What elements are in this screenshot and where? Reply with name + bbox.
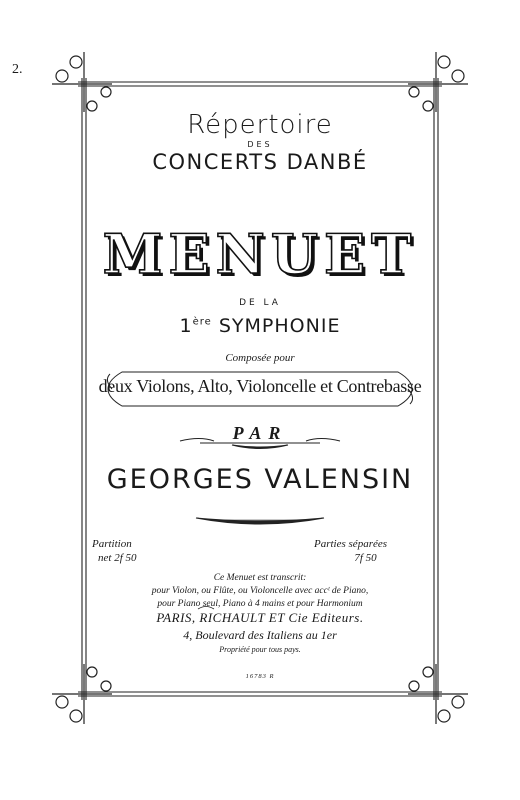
- rights-notice: Propriété pour tous pays.: [219, 645, 301, 654]
- parts-label: Parties séparées: [314, 538, 388, 550]
- par-label: PAR: [232, 423, 288, 443]
- symphony-word: SYMPHONIE: [218, 315, 341, 337]
- composer-divider: [196, 518, 324, 524]
- series-name: CONCERTS DANBÉ: [152, 150, 368, 174]
- instrumentation: deux Violons, Alto, Violoncelle et Contrebasse: [98, 376, 422, 396]
- transcriptions-line-3: pour Piano seul, Piano à 4 mains et pour Harmonium: [157, 599, 363, 609]
- composer-name: GEORGES VALENSIN: [106, 464, 414, 495]
- transcriptions-line-1: Ce Menuet est transcrit:: [213, 573, 307, 583]
- partition-price: net 2f 50: [98, 552, 137, 564]
- plate-number: 16783 R: [245, 673, 275, 680]
- parts-price-block: [314, 537, 387, 565]
- publisher-address: 4, Boulevard des Italiens au 1er: [183, 628, 337, 642]
- symphony-ordinal: 1: [179, 315, 193, 337]
- series-des: DES: [247, 140, 273, 149]
- publisher-name: PARIS, RICHAULT ET Cie Editeurs.: [156, 610, 364, 625]
- work-title: MENUET: [102, 222, 418, 286]
- parts-price: 7f 50: [354, 552, 377, 564]
- transcriptions-block: [0, 572, 520, 611]
- symphony-label: [0, 315, 520, 337]
- composed-for-label: Composée pour: [225, 352, 295, 364]
- partition-price-block: [92, 537, 137, 565]
- series-title: Répertoire: [187, 110, 333, 140]
- transcriptions-line-2: pour Violon, ou Flûte, ou Violoncelle avec accᵗ de Piano,: [151, 586, 369, 596]
- de-la-label: DE LA: [239, 298, 281, 308]
- partition-label: Partition: [92, 538, 132, 550]
- page-corner-mark: 2.: [12, 62, 23, 77]
- symphony-ordinal-suffix: ère: [192, 316, 212, 328]
